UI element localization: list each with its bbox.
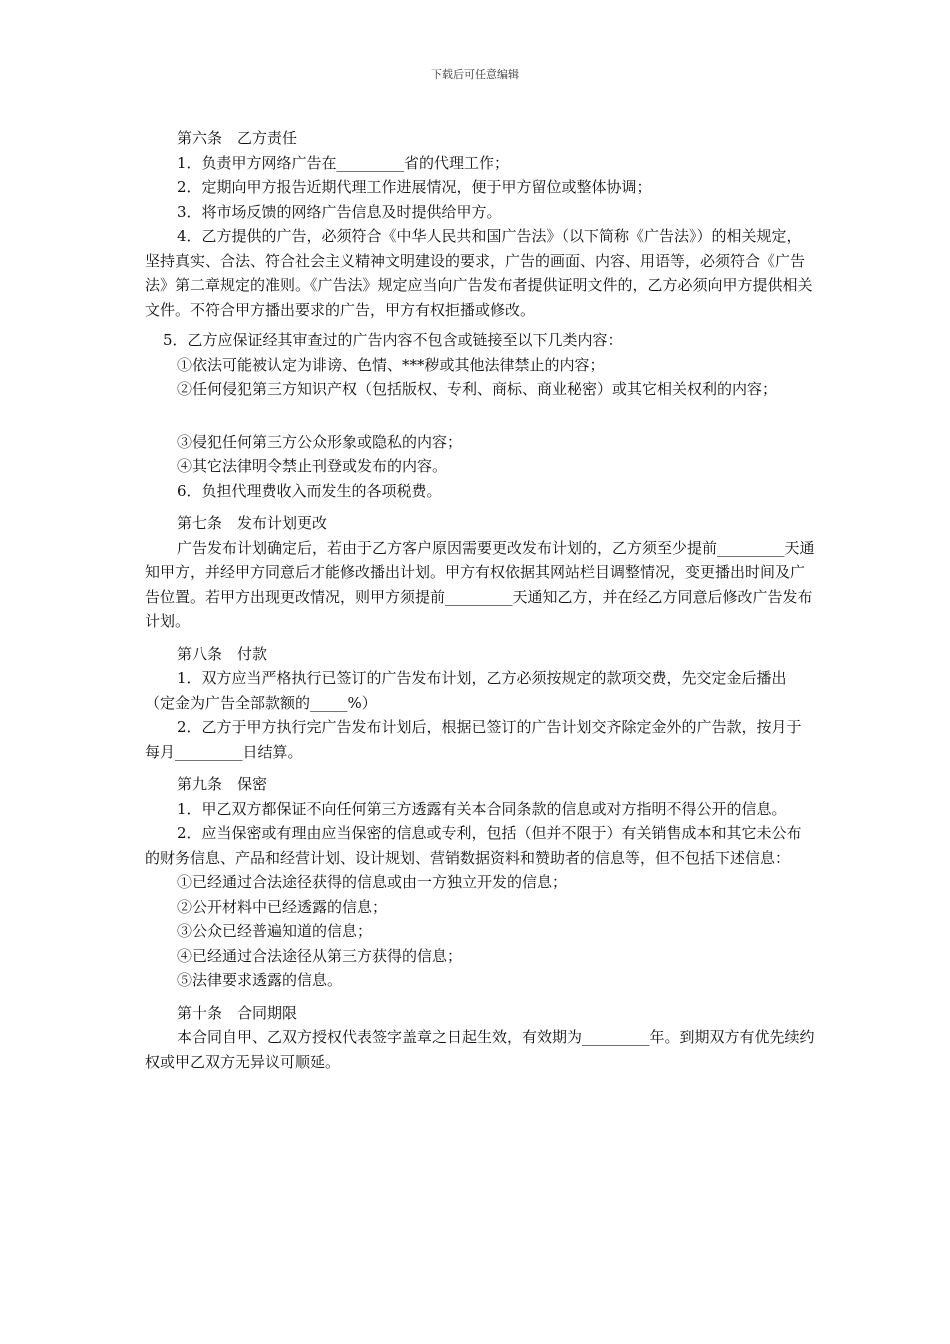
- article6-item5b: ②任何侵犯第三方知识产权（包括版权、专利、商标、商业秘密）或其它相关权利的内容；: [177, 380, 778, 398]
- page-header: 下载后可任意编辑: [431, 68, 519, 81]
- article6-item4: 4．乙方提供的广告，必须符合《中华人民共和国广告法》（以下简称《广告法》）的相关规定，坚持真实、合法、符合社会主义精神文明建设的要求，广告的画面、内容、用语等，必须符合《广告法》第二章规定的准则。《广告法》规定应当向广告发布者提供证明文件的，乙方必须向甲方提供相关文件。不符合甲方播出要求的广告，甲方有权拒播或修改。: [145, 227, 813, 319]
- article9-item1: 1．甲乙双方都保证不向任何第三方透露有关本合同条款的信息或对方指明不得公开的信息。: [177, 799, 787, 818]
- article6-item3: 3．将市场反馈的网络广告信息及时提供给甲方。: [177, 202, 502, 221]
- blank-gap: [145, 402, 815, 430]
- article6-item2: 2．定期向甲方报告近期代理工作进展情况，便于甲方留位或整体协调；: [177, 178, 652, 196]
- article6-item5c: ③侵犯任何第三方公众形象或隐私的内容；: [177, 432, 463, 451]
- article7-body: 广告发布计划确定后，若由于乙方客户原因需要更改发布计划的，乙方须至少提前_________天通知甲方，并经甲方同意后才能修改播出计划。甲方有权依据其网站栏目调整情况，变更播出时间及广告位置。若甲方出现更改情况，则甲方须提前_________天通知乙方，并在经乙方同意后修改广告发布计划。: [145, 538, 815, 630]
- article9-item2a: ①已经通过合法途径获得的信息或由一方独立开发的信息；: [177, 873, 568, 891]
- article7-title: 第七条 发布计划更改: [177, 514, 328, 532]
- article9-title: 第九条 保密: [177, 775, 268, 793]
- article10-body: 本合同自甲、乙双方授权代表签字盖章之日起生效，有效期为_________年。到期双方有优先续约权或甲乙双方无异议可顺延。: [145, 1028, 815, 1071]
- article6-item5: 5．乙方应保证经其审查过的广告内容不包含或链接至以下几类内容：: [163, 331, 623, 349]
- article6-item5a: ①依法可能被认定为诽谤、色情、***秽或其他法律禁止的内容；: [177, 355, 605, 374]
- article8-item2: 2．乙方于甲方执行完广告发布计划后，根据已签订的广告计划交齐除定金外的广告款，按月于每月_________日结算。: [145, 718, 802, 761]
- article9-item2d: ④已经通过合法途径从第三方获得的信息；: [177, 946, 463, 965]
- article6-title: 第六条 乙方责任: [177, 129, 298, 147]
- article9-item2e: ⑤法律要求透露的信息。: [177, 971, 343, 989]
- article8-item1: 1．双方应当严格执行已签订的广告发布计划，乙方必须按规定的款项交费，先交定金后播出（定金为广告全部款额的_____%）: [145, 669, 787, 712]
- article6-item1: 1．负责甲方网络广告在_________省的代理工作；: [177, 153, 510, 172]
- article8-title: 第八条 付款: [177, 644, 268, 663]
- article6-item6: 6．负担代理费收入而发生的各项税费。: [177, 481, 442, 500]
- article9-item2: 2．应当保密或有理由应当保密的信息或专利，包括（但并不限于）有关销售成本和其它未公布的财务信息、产品和经营计划、设计规划、营销数据资料和赞助者的信息等，但不包括下述信息：: [145, 824, 802, 867]
- article10-title: 第十条 合同期限: [177, 1003, 298, 1022]
- article6-item5d: ④其它法律明令禁止刊登或发布的内容。: [177, 457, 448, 475]
- article9-item2c: ③公众已经普遍知道的信息；: [177, 922, 373, 940]
- article9-item2b: ②公开材料中已经透露的信息；: [177, 897, 388, 916]
- document-body: [145, 126, 815, 1074]
